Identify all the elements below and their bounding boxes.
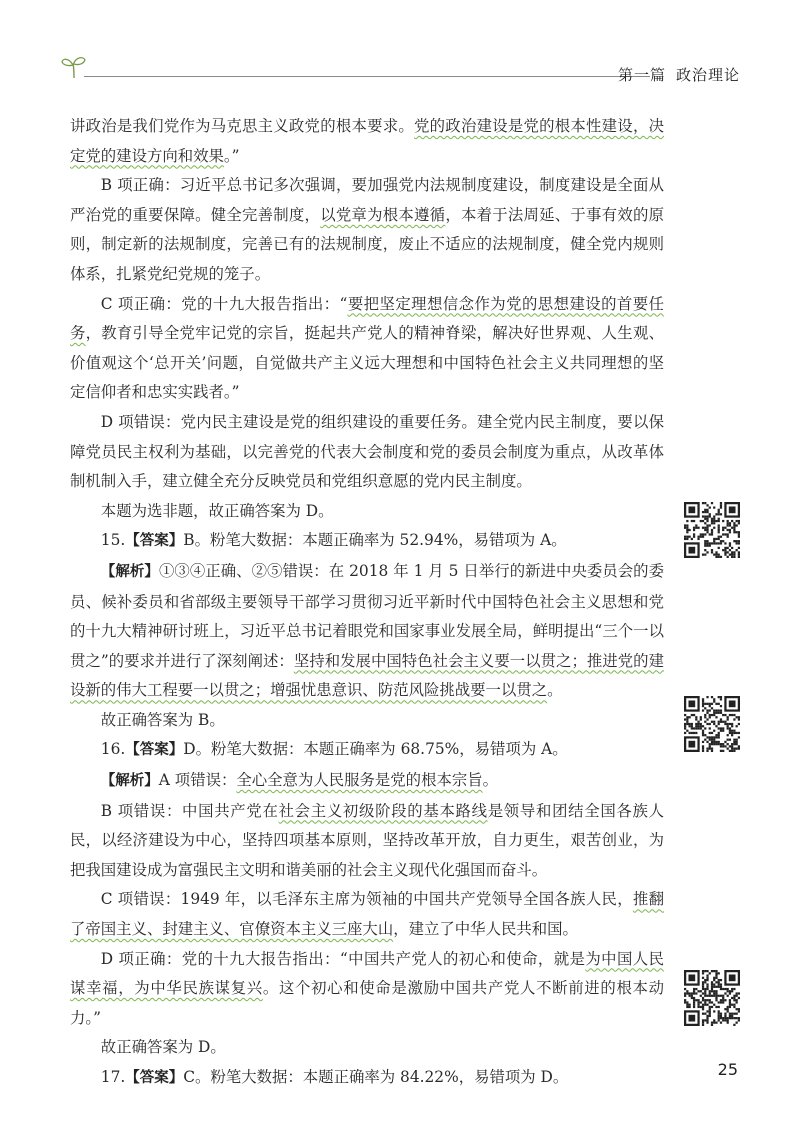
qr-code-icon[interactable] [684,502,740,558]
text-run: ，建立了中华人民共和国。 [393,920,578,939]
paragraph [70,408,664,497]
text-run: C 项正确：党的十九大报告指出：“ [100,294,348,313]
key-point: 坚持和发展中国特色社会主义要一以贯之；推进党的建设新的伟大工程要一以贯之；增强忧患意识、防范风险挑战要一以贯之 [70,651,664,700]
text-run: 16. [100,740,126,759]
text-run: ，教育引导全党牢记党的宗旨，挺起共产党人的精神脊梁，解决好世界观、人生观、价值观这个‘总开关’问题，自觉做共产主义远大理想和中国特色社会主义共同理想的坚定信仰者和忠实实践者。” [70,324,664,402]
text-run: D 项错误：党内民主建设是党的组织建设的重要任务。建全党内民主制度，要以保障党员民主权利为基础，以完善党的代表大会制度和党的委员会制度为重点，从改革体制机制入手，建立健全充分反映党员和党组织意愿的党内民主制度。 [70,412,664,491]
text-run: A 项错误： [158,771,237,790]
paragraph [70,1033,664,1063]
paragraph [70,766,664,797]
text-run: B 项正确：习近平总书记多次强调，要加强党内法规制度建设，制度建设是全面从严治党的重要保障。健全完善制度， [70,176,664,224]
key-point: 推翻了帝国主义、封建主义、官僚资本主义三座大山 [70,890,664,939]
paragraph [70,735,664,766]
text-run: C 项错误：1949 年，以毛泽东主席为领袖的中国共产党领导全国各族人民， [100,890,633,909]
answer-tag: 【解析】 [100,563,159,580]
text-run: 。 [482,771,499,790]
text-run: 是领导和团结全国各族人民，以经济建设为中心，坚持四项基本原则，坚持改革开放，自力更生，艰苦创业，为把我国建设成为富强民主文明和谐美丽的社会主义现代化强国而奋斗。 [70,801,664,879]
key-point: 社会主义初级阶段的基本路线 [278,801,488,820]
text-run: B。粉笔大数据：本题正确率为 52.94%，易错项为 A。 [183,531,567,550]
qr-code-icon[interactable] [684,696,740,752]
text-run: 本题为选非题，故正确答案为 D。 [100,501,334,520]
text-run: 讲政治是我们党作为马克思主义政党的根本要求。 [70,117,415,135]
header-rule [84,76,650,77]
text-run: 17. [100,1068,126,1086]
header-part: 第一篇 [617,66,666,84]
paragraph [70,497,664,527]
answer-tag: 【解析】 [100,773,159,790]
answer-tag: 【答案】 [125,1070,184,1086]
key-point: 党的政治建设是党的根本性建设，决定党的建设方向和效果 [70,117,664,165]
header-section: 政治理论 [675,66,740,84]
text-run: ①③④正确、②⑤错误：在 2018 年 1 月 5 日举行的新进中央委员会的委员、候补委员和省部级主要领导干部学习贯彻习近平新时代中国特色社会主义思想和党的十九大精神研讨班上，习近平总书记着眼党和国家事业发展全局，鲜明提出“三个一以贯之”的要求并进行了深刻阐述： [70,561,664,670]
paragraph [70,885,664,944]
paragraph [70,797,664,886]
key-point: 为中国人民谋幸福，为中华民族谋复兴 [70,949,664,998]
paragraph [70,526,664,557]
answer-tag: 【答案】 [125,742,184,759]
paragraph [70,112,664,171]
paragraph [70,706,664,736]
key-point: 以党章为根本遵循 [320,205,446,224]
key-point: 要把坚定理想信念作为党的思想建设的首要任务 [70,294,664,343]
text-run: 故正确答案为 D。 [100,1038,226,1057]
text-run: 15. [100,531,126,550]
page-header [60,54,740,94]
text-run: 。这个初心和使命是激励中国共产党人不断前进的根本动力。” [70,979,664,1027]
text-run: C。粉笔大数据：本题正确率为 84.22%，易错项为 D。 [183,1068,569,1086]
paragraph [70,557,664,706]
text-run: 。 [547,681,563,700]
main-text [70,112,664,1094]
text-run: D。粉笔大数据：本题正确率为 68.75%，易错项为 A。 [183,740,568,759]
answer-tag: 【答案】 [125,533,184,550]
paragraph [70,290,664,408]
paragraph [70,1063,664,1094]
paragraph [70,171,664,289]
text-run: B 项错误：中国共产党在 [100,801,279,820]
text-run: D 项正确：党的十九大报告指出：“中国共产党人的初心和使命，就是 [100,949,586,968]
text-run: 。” [223,146,240,165]
header-title [608,64,740,85]
paragraph [70,945,664,1034]
qr-code-icon[interactable] [684,970,740,1026]
key-point: 全心全意为人民服务是党的根本宗旨 [236,771,483,790]
text-run: 故正确答案为 B。 [100,710,225,729]
text-run: ，本着于法周延、于事有效的原则，制定新的法规制度，完善已有的法规制度，废止不适应的法规制度，健全党内规则体系，扎紧党纪党规的笼子。 [70,205,664,283]
page-number: 25 [717,1060,738,1079]
